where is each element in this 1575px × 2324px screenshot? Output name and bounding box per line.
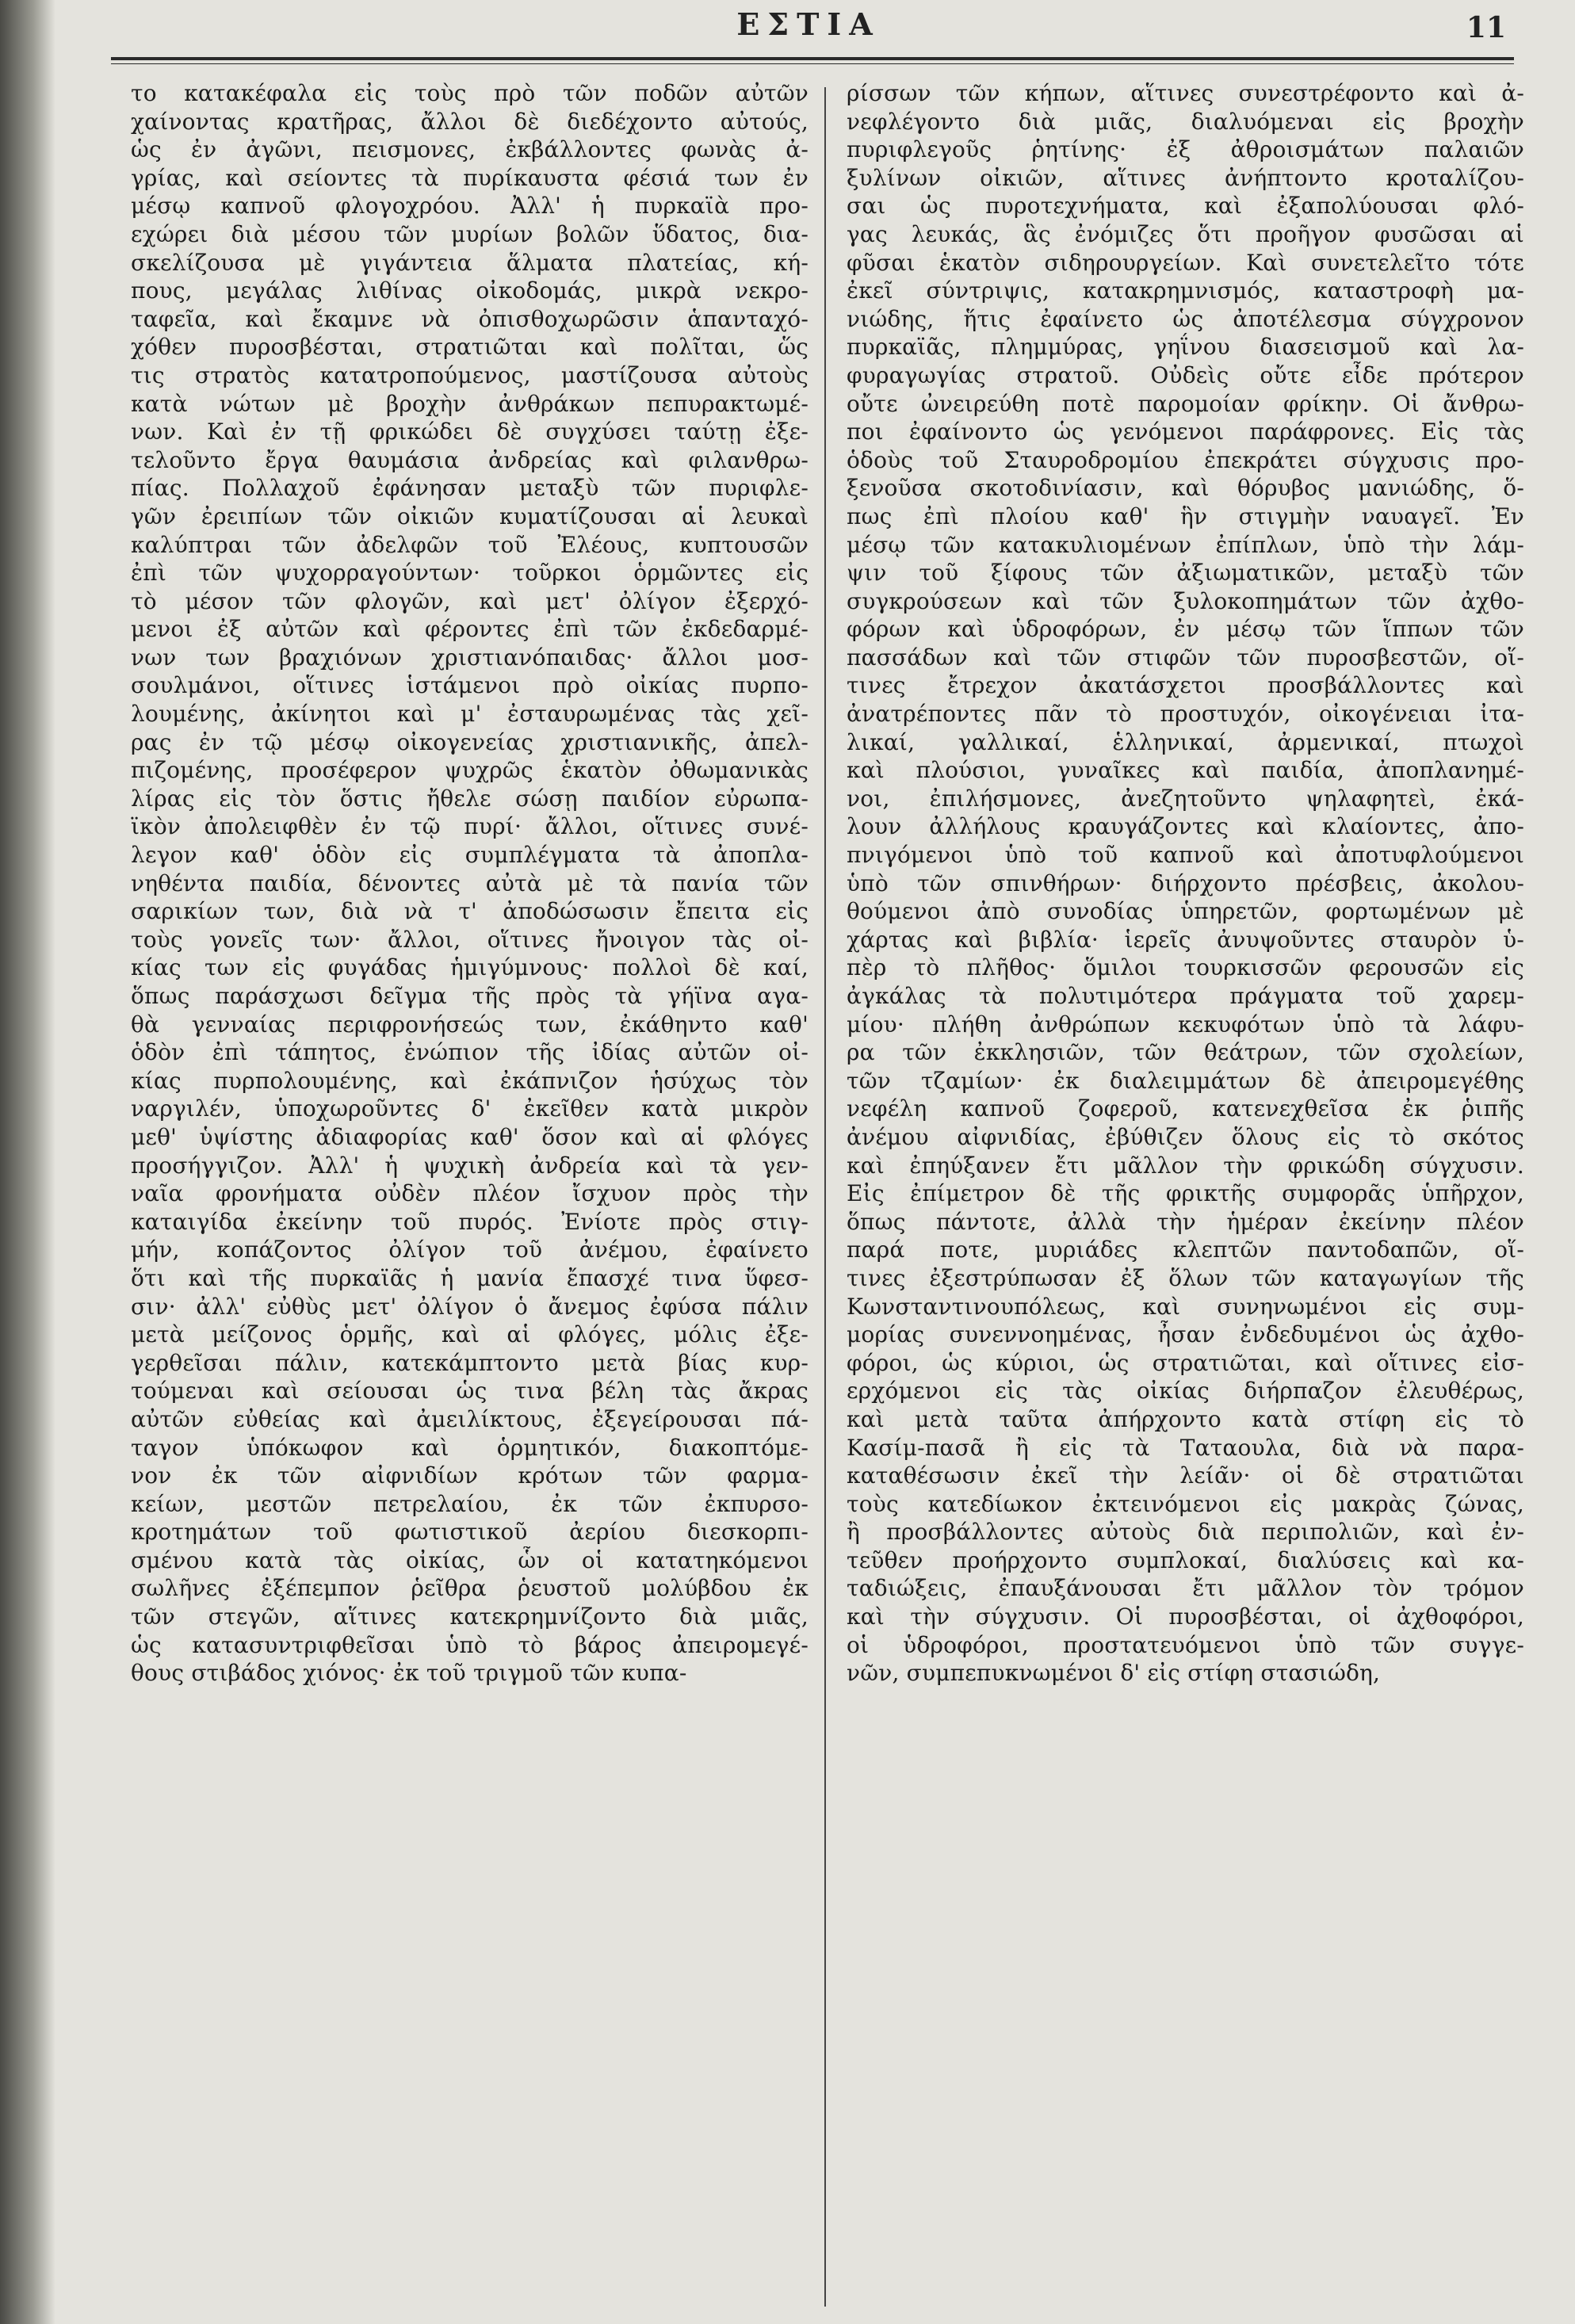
text-line: πυριφλεγοῦς ῥητίνης· ἐξ ἀθροισμάτων παλαιῶν (847, 136, 1524, 163)
text-line: νιώδης, ἥτις ἐφαίνετο ὡς ἀποτέλεσμα σύγχρονον (847, 305, 1524, 332)
text-line: θούμενοι ἀπὸ συνοδίας ὑπηρετῶν, φορτωμένων μὲ (847, 898, 1524, 925)
text-line: φόροι, ὡς κύριοι, ὡς στρατιῶται, καὶ οἵτινες εἰσ- (847, 1349, 1524, 1376)
text-line: νεφλέγοντο διὰ μιᾶς, διαλυόμεναι εἰς βροχὴν (847, 108, 1524, 135)
text-line: ψιν τοῦ ξίφους τῶν ἀξιωματικῶν, μεταξὺ τῶν (847, 560, 1524, 587)
header-rule-thick (111, 57, 1514, 60)
text-line: τις στρατὸς κατατροπούμενος, μαστίζουσα αὐτοὺς (131, 361, 809, 388)
text-line: το κατακέφαλα εἰς τοὺς πρὸ τῶν ποδῶν αὐτῶν (131, 80, 809, 106)
text-line: πως ἐπὶ πλοίου καθ' ἣν στιγμὴν ναυαγεῖ. Ἐν (847, 503, 1524, 529)
text-line: ἀνατρέποντες πᾶν τὸ προστυχόν, οἰκογένειαι ἰτα- (847, 701, 1524, 728)
text-line: ταφεῖα, καὶ ἔκαμνε νὰ ὀπισθοχωρῶσιν ἁπανταχό- (131, 305, 809, 332)
text-line: θους στιβάδος χιόνος· ἐκ τοῦ τριγμοῦ τῶν κυπα- (131, 1660, 687, 1687)
text-line: ποι ἐφαίνοντο ὡς γενόμενοι παράφρονες. Εἰς τὰς (847, 419, 1524, 445)
journal-title: ΕΣΤΙΑ (736, 6, 881, 42)
text-line: χάρτας καὶ βιβλία· ἱερεῖς ἀνυψοῦντες σταυρὸν ὑ- (847, 926, 1524, 953)
text-line: καταθέσωσιν ἐκεῖ τὴν λεία̃ν· οἱ δὲ στρατιῶται (847, 1462, 1524, 1489)
text-line: ναργιλέν, ὑποχωροῦντες δ' ἐκεῖθεν κατὰ μικρὸν (131, 1095, 809, 1122)
text-line: κείων, μεστῶν πετρελαίου, ἐκ τῶν ἐκπυρσο- (131, 1490, 809, 1517)
header-rule-thin (111, 63, 1514, 64)
text-line: σουλμάνοι, οἵτινες ἱστάμενοι πρὸ οἰκίας πυρπο- (131, 672, 809, 699)
text-line: καὶ μετὰ ταῦτα ἀπήρχοντο κατὰ στίφη εἰς τὸ (847, 1405, 1524, 1432)
text-line: ὁδὸν ἐπὶ τάπητος, ἐνώπιον τῆς ἰδίας αὐτῶν οἰ- (131, 1039, 809, 1066)
text-line: κατὰ νώτων μὲ βροχὴν ἀνθράκων πεπυρακτωμέ- (131, 390, 809, 417)
text-line: πίας. Πολλαχοῦ ἐφάνησαν μεταξὺ τῶν πυριφλε- (131, 475, 809, 502)
text-line: νῶν, συμπεπυκνωμένοι δ' εἰς στίφη στασιώδη, (847, 1660, 1381, 1687)
text-line: τεῦθεν προήρχοντο συμπλοκαί, διαλύσεις καὶ κα- (847, 1546, 1524, 1573)
text-line: πὲρ τὸ πλῆθος· ὅμιλοι τουρκισσῶν φερουσῶν εἰς (847, 954, 1524, 981)
text-line: καταιγίδα ἐκείνην τοῦ πυρός. Ἐνίοτε πρὸς στιγ- (131, 1208, 809, 1235)
binding-shadow (0, 0, 55, 2324)
text-line: γας λευκάς, ἃς ἐνόμιζες ὅτι προῆγον φυσῶσαι αἱ (847, 220, 1524, 247)
text-line: πιζομένης, προσέφερον ψυχρῶς ἑκατὸν ὀθωμανικὰς (131, 757, 809, 784)
text-line: ρίσσων τῶν κήπων, αἵτινες συνεστρέφοντο καὶ ἀ- (847, 80, 1524, 106)
text-line: μέσῳ καπνοῦ φλογοχρόου. Ἀλλ' ἡ πυρκαϊὰ προ- (131, 193, 809, 220)
text-line: προσήγγιζον. Ἀλλ' ἡ ψυχικὴ ἀνδρεία καὶ τὰ γεν- (131, 1152, 809, 1179)
text-line: χόθεν πυροσβέσται, στρατιῶται καὶ πολῖται, ὥς (131, 334, 809, 361)
text-line: κροτημάτων τοῦ φωτιστικοῦ ἀερίου διεσκορπι- (131, 1519, 809, 1546)
text-line: ναῖα φρονήματα οὐδὲν πλέον ἴσχυον πρὸς τὴν (131, 1180, 809, 1207)
text-line: Κωνσταντινουπόλεως, καὶ συνηνωμένοι εἰς συμ- (847, 1293, 1524, 1320)
text-line: ὅπως παράσχωσι δεῖγμα τῆς πρὸς τὰ γήϊνα αγα- (131, 983, 809, 1009)
text-line: νηθέντα παιδία, δένοντες αὐτὰ μὲ τὰ πανία τῶν (131, 870, 809, 896)
text-line: ταδιώξεις, ἐπαυξάνουσαι ἔτι μᾶλλον τὸν τρόμον (847, 1575, 1524, 1602)
text-line: νων. Καὶ ἐν τῇ φρικώδει δὲ συγχύσει ταύτῃ ἐξε- (131, 419, 809, 445)
text-line: οἱ ὑδροφόροι, προστατευόμενοι ὑπὸ τῶν συγγε- (847, 1631, 1524, 1658)
text-line: τοὺς γονεῖς των· ἄλλοι, οἵτινες ἤνοιγον τὰς οἰ- (131, 926, 809, 953)
left-column (131, 79, 809, 2307)
text-line: μετὰ μείζονος ὁρμῆς, καὶ αἱ φλόγες, μόλις ἐξε- (131, 1321, 809, 1348)
text-line: σιν· ἀλλ' εὐθὺς μετ' ὀλίγον ὁ ἄνεμος ἐφύσα πάλιν (131, 1293, 809, 1320)
text-line: χαίνοντας κρατῆρας, ἄλλοι δὲ διεδέχοντο αὐτούς, (131, 108, 809, 135)
text-line: μενοι ἐξ αὐτῶν καὶ φέροντες ἐπὶ τῶν ἐκδεδαρμέ- (131, 616, 809, 643)
text-line: καὶ τὴν σύγχυσιν. Οἱ πυροσβέσται, οἱ ἀχθοφόροι, (847, 1603, 1524, 1630)
text-line: οὔτε ὠνειρεύθη ποτὲ παρομοίαν φρίκην. Οἱ ἄνθρω- (847, 390, 1524, 417)
text-line: ξενοῦσα σκοτοδινίασιν, καὶ θόρυβος μανιώδης, ὅ- (847, 475, 1524, 502)
page-header (111, 6, 1506, 51)
text-line: ὡς κατασυντριφθεῖσαι ὑπὸ τὸ βάρος ἀπειρομεγέ- (131, 1631, 809, 1658)
text-line: καὶ ἐπηύξανεν ἔτι μᾶλλον τὴν φρικώδη σύγχυσιν. (847, 1152, 1524, 1179)
text-line: ἢ προσβάλλοντες αὐτοὺς διὰ περιπολιῶν, καὶ ἐν- (847, 1519, 1524, 1546)
text-line: λουμένης, ἀκίνητοι καὶ μ' ἐσταυρωμένας τὰς χεῖ- (131, 701, 809, 728)
text-line: σωλῆνες ἐξέπεμπον ῥεῖθρα ῥευστοῦ μολύβδου ἐκ (131, 1575, 809, 1602)
text-line: τούμεναι καὶ σείουσαι ὡς τινα βέλη τὰς ἄκρας (131, 1378, 809, 1405)
text-line: τινες ἐξεστρύπωσαν ἐξ ὅλων τῶν καταγωγίων τῆς (847, 1264, 1524, 1291)
text-line: φῦσαι ἑκατὸν σιδηρουργείων. Καὶ συνετελεῖτο τότε (847, 249, 1524, 276)
text-line: μήν, κοπάζοντος ὀλίγον τοῦ ἀνέμου, ἐφαίνετο (131, 1237, 809, 1263)
text-line: νων των βραχιόνων χριστιανόπαιδας· ἄλλοι μοσ- (131, 644, 809, 671)
text-line: τοὺς κατεδίωκον ἐκτεινόμενοι εἰς μακρὰς ζώνας, (847, 1490, 1524, 1517)
text-line: θὰ γενναίας περιφρονήσεώς των, ἐκάθηντο καθ' (131, 1011, 809, 1038)
text-line: νεφέλη καπνοῦ ζοφεροῦ, κατενεχθεῖσα ἐκ ῥιπῆς (847, 1095, 1524, 1122)
text-line: Εἰς ἐπίμετρον δὲ τῆς φρικτῆς συμφορᾶς ὑπῆρχον, (847, 1180, 1524, 1207)
text-line: ὁδοὺς τοῦ Σταυροδρομίου ἐπεκράτει σύγχυσις προ- (847, 446, 1524, 473)
text-line: φόρων καὶ ὑδροφόρων, ἐν μέσῳ τῶν ἵππων τῶν (847, 616, 1524, 643)
text-line: τινες ἔτρεχον ἀκατάσχετοι προσβάλλοντες καὶ (847, 672, 1524, 699)
column-divider (824, 87, 826, 2307)
text-line: φυραγωγίας στρατοῦ. Οὐδεὶς οὔτε εἶδε πρότερον (847, 361, 1524, 388)
text-line: πους, μεγάλας λιθίνας οἰκοδομάς, μικρὰ νεκρο- (131, 277, 809, 304)
text-line: συγκρούσεων καὶ τῶν ξυλοκοπημάτων τῶν ἀχθο- (847, 587, 1524, 614)
text-line: ἐπὶ τῶν ψυχορραγούντων· τοῦρκοι ὁρμῶντες εἰς (131, 560, 809, 587)
text-line: ρα τῶν ἐκκλησιῶν, τῶν θεάτρων, τῶν σχολείων, (847, 1039, 1524, 1066)
text-line: γερθεῖσαι πάλιν, κατεκάμπτοντο μετὰ βίας κυρ- (131, 1349, 809, 1376)
text-line: ὅπως πάντοτε, ἀλλὰ τὴν ἡμέραν ἐκείνην πλέον (847, 1208, 1524, 1235)
text-line: σμένου κατὰ τὰς οἰκίας, ὧν οἱ κατατηκόμενοι (131, 1546, 809, 1573)
text-line: ὡς ἐν ἀγῶνι, πεισμονες, ἐκβάλλοντες φωνὰς ἀ- (131, 136, 809, 163)
text-line: τελοῦντο ἔργα θαυμάσια ἀνδρείας καὶ φιλανθρω- (131, 446, 809, 473)
text-line: πυρκαϊᾶς, πλημμύρας, γηΐνου διασεισμοῦ καὶ λα- (847, 334, 1524, 361)
text-line: τὸ μέσον τῶν φλογῶν, καὶ μετ' ὀλίγον ἐξερχό- (131, 587, 809, 614)
right-column (847, 79, 1524, 2307)
text-line: νον ἐκ τῶν αἰφνιδίων κρότων τῶν φαρμα- (131, 1462, 809, 1489)
text-line: ἀγκάλας τὰ πολυτιμότερα πράγματα τοῦ χαρεμ- (847, 983, 1524, 1009)
text-line: εχώρει διὰ μέσου τῶν μυρίων βολῶν ὕδατος, δια- (131, 220, 809, 247)
text-line: μεθ' ὑψίστης ἀδιαφορίας καθ' ὅσον καὶ αἱ φλόγες (131, 1123, 809, 1150)
text-line: ξυλίνων οἰκιῶν, αἵτινες ἀνήπτοντο κροταλίζου- (847, 164, 1524, 191)
text-line: τῶν στεγῶν, αἵτινες κατεκρημνίζοντο διὰ μιᾶς, (131, 1603, 809, 1630)
text-line: κίας πυρπολουμένης, καὶ ἐκάπνιζον ἡσύχως τὸν (131, 1067, 809, 1094)
text-line: καὶ πλούσιοι, γυναῖκες καὶ παιδία, ἀποπλανημέ- (847, 757, 1524, 784)
text-line: ἀνέμου αἰφνιδίας, ἐβύθιζεν ὅλους εἰς τὸ σκότος (847, 1123, 1524, 1150)
text-line: λικαί, γαλλικαί, ἑλληνικαί, ἀρμενικαί, πτωχοὶ (847, 728, 1524, 755)
text-line: ρας ἐν τῷ μέσῳ οἰκογενείας χριστιανικῆς, ἀπελ- (131, 728, 809, 755)
text-line: λεγον καθ' ὁδὸν εἰς συμπλέγματα τὰ ἀποπλα- (131, 842, 809, 869)
text-line: λίρας εἰς τὸν ὅστις ἤθελε σώσῃ παιδίον εὐρωπα- (131, 785, 809, 812)
text-line: ἐκεῖ σύντριψις, κατακρημνισμός, καταστροφὴ μα- (847, 277, 1524, 304)
text-line: ταγον ὑπόκωφον καὶ ὁρμητικόν, διακοπτόμε- (131, 1434, 809, 1461)
text-line: αὐτῶν εὐθείας καὶ ἀμειλίκτους, ἐξεγείρουσαι πά- (131, 1405, 809, 1432)
text-line: γῶν ἐρειπίων τῶν οἰκιῶν κυματίζουσαι αἱ λευκαὶ (131, 503, 809, 529)
text-line: καλύπτραι τῶν ἀδελφῶν τοῦ Ἐλέους, κυπτουσῶν (131, 531, 809, 558)
text-line: ϊκὸν ἀπολειφθὲν ἐν τῷ πυρί· ἄλλοι, οἵτινες συνέ- (131, 813, 809, 840)
text-line: μορίας συνεννοημένας, ἦσαν ἐνδεδυμένοι ὡς ἀχθο- (847, 1321, 1524, 1348)
text-line: ερχόμενοι εἰς τὰς οἰκίας διήρπαζον ἐλευθέρως, (847, 1378, 1524, 1405)
text-line: Κασίμ-πασᾶ ἢ εἰς τὰ Ταταουλα, διὰ νὰ παρα- (847, 1434, 1524, 1461)
text-line: νοι, ἐπιλήσμονες, ἀνεζητοῦντο ψηλαφητεὶ, ἐκά- (847, 785, 1524, 812)
text-line: πνιγόμενοι ὑπὸ τοῦ καπνοῦ καὶ ἀποτυφλούμενοι (847, 842, 1524, 869)
text-line: μέσῳ τῶν κατακυλιομένων ἐπίπλων, ὑπὸ τὴν λάμ- (847, 531, 1524, 558)
text-line: μίου· πλήθη ἀνθρώπων κεκυφότων ὑπὸ τὰ λάφυ- (847, 1011, 1524, 1038)
text-line: πασσάδων καὶ τῶν στιφῶν τῶν πυροσβεστῶν, οἵ- (847, 644, 1524, 671)
text-line: παρά ποτε, μυριάδες κλεπτῶν παντοδαπῶν, οἵ- (847, 1237, 1524, 1263)
text-line: γρίας, καὶ σείοντες τὰ πυρίκαυστα φέσιά των ἐν (131, 164, 809, 191)
text-line: λουν ἀλλήλους κραυγάζοντες καὶ κλαίοντες, ἀπο- (847, 813, 1524, 840)
text-line: κίας των εἰς φυγάδας ἡμιγύμνους· πολλοὶ δὲ καί, (131, 954, 809, 981)
text-line: ὑπὸ τῶν σπινθήρων· διήρχοντο πρέσβεις, ἀκολου- (847, 870, 1524, 896)
text-line: τῶν τζαμίων· ἐκ διαλειμμάτων δὲ ἀπειρομεγέθης (847, 1067, 1524, 1094)
text-line: σαρικίων των, διὰ νὰ τ' ἀποδώσωσιν ἔπειτα εἰς (131, 898, 809, 925)
text-line: σαι ὡς πυροτεχνήματα, καὶ ἐξαπολύουσαι φλό- (847, 193, 1524, 220)
text-line: ὅτι καὶ τῆς πυρκαϊᾶς ἡ μανία ἔπασχέ τινα ὕφεσ- (131, 1264, 809, 1291)
page-number: 11 (1466, 11, 1506, 44)
text-line: σκελίζουσα μὲ γιγάντεια ἅλματα πλατείας, κή- (131, 249, 809, 276)
